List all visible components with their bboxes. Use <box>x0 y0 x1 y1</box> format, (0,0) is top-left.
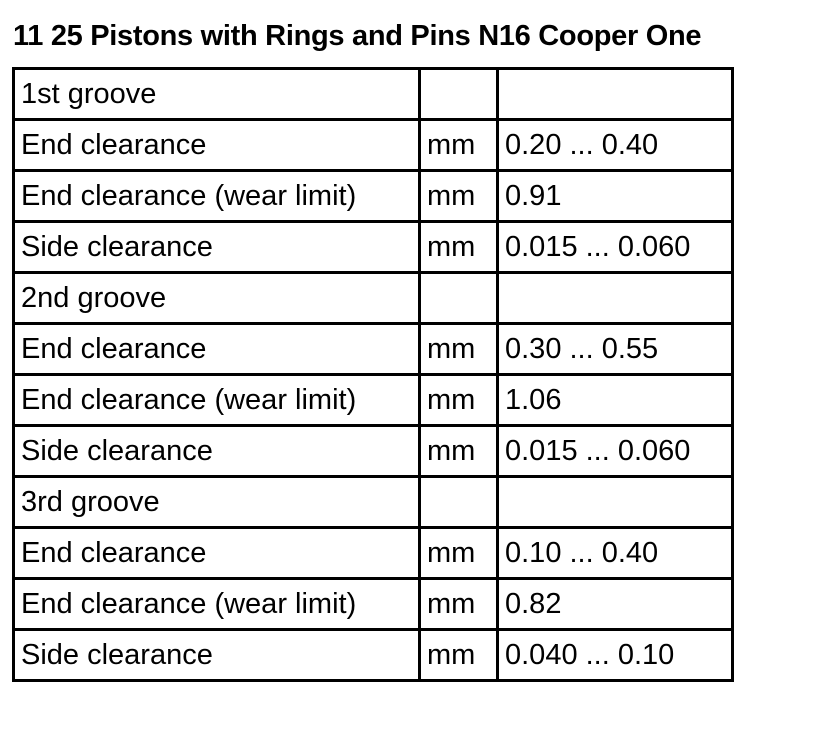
parameter-cell: End clearance <box>14 528 420 579</box>
table-row <box>14 426 733 477</box>
parameter-cell: 2nd groove <box>14 273 420 324</box>
parameter-cell: Side clearance <box>14 222 420 273</box>
parameter-cell: End clearance <box>14 324 420 375</box>
value-cell: 1.06 <box>498 375 733 426</box>
unit-cell <box>420 477 498 528</box>
table-row <box>14 375 733 426</box>
value-cell: 0.015 ... 0.060 <box>498 426 733 477</box>
unit-cell: mm <box>420 324 498 375</box>
value-cell: 0.015 ... 0.060 <box>498 222 733 273</box>
value-cell <box>498 477 733 528</box>
value-cell: 0.040 ... 0.10 <box>498 630 733 681</box>
parameter-cell: 3rd groove <box>14 477 420 528</box>
value-cell: 0.82 <box>498 579 733 630</box>
parameter-cell: End clearance (wear limit) <box>14 171 420 222</box>
unit-cell <box>420 273 498 324</box>
value-cell: 0.91 <box>498 171 733 222</box>
unit-cell: mm <box>420 120 498 171</box>
unit-cell: mm <box>420 630 498 681</box>
table-row <box>14 69 733 120</box>
piston-clearance-table <box>12 67 734 682</box>
unit-cell: mm <box>420 426 498 477</box>
table-row <box>14 171 733 222</box>
parameter-cell: Side clearance <box>14 426 420 477</box>
parameter-cell: End clearance (wear limit) <box>14 375 420 426</box>
unit-cell: mm <box>420 528 498 579</box>
table-row <box>14 222 733 273</box>
table-row <box>14 630 733 681</box>
unit-cell: mm <box>420 375 498 426</box>
value-cell <box>498 69 733 120</box>
unit-cell: mm <box>420 579 498 630</box>
unit-cell <box>420 69 498 120</box>
unit-cell: mm <box>420 222 498 273</box>
parameter-cell: End clearance <box>14 120 420 171</box>
parameter-cell: End clearance (wear limit) <box>14 579 420 630</box>
parameter-cell: Side clearance <box>14 630 420 681</box>
table-row <box>14 120 733 171</box>
value-cell: 0.20 ... 0.40 <box>498 120 733 171</box>
parameter-cell: 1st groove <box>14 69 420 120</box>
value-cell <box>498 273 733 324</box>
page-title: 11 25 Pistons with Rings and Pins N16 Cooper One <box>13 20 702 52</box>
table-row <box>14 579 733 630</box>
table-row <box>14 324 733 375</box>
value-cell: 0.30 ... 0.55 <box>498 324 733 375</box>
table-row <box>14 477 733 528</box>
value-cell: 0.10 ... 0.40 <box>498 528 733 579</box>
unit-cell: mm <box>420 171 498 222</box>
table-row <box>14 273 733 324</box>
table-row <box>14 528 733 579</box>
